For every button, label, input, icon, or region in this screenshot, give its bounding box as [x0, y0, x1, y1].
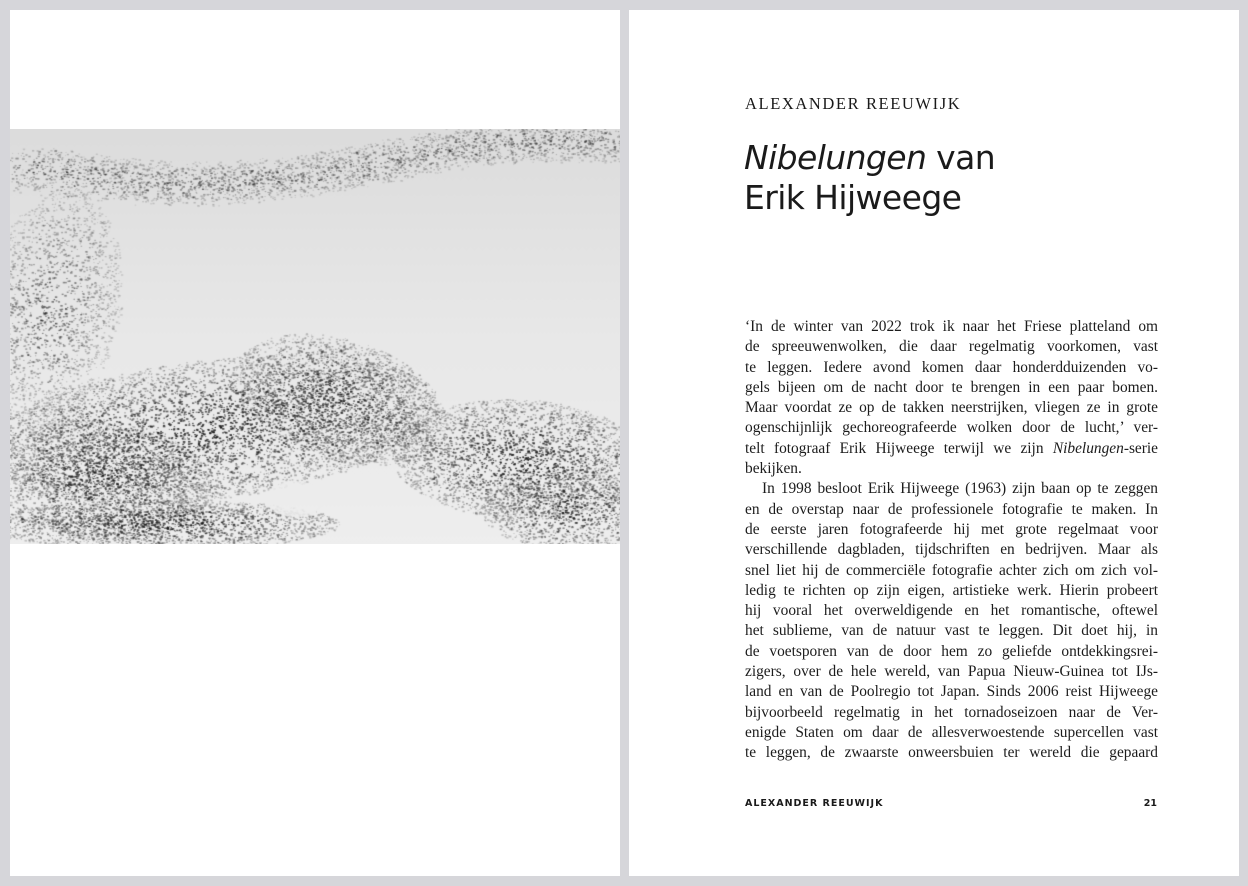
- body-line: snel liet hij de commerciële fotografie achter zich om zich vol-: [745, 561, 1158, 579]
- body-line: ‘In de winter van 2022 trok ik naar het Friese platteland om: [745, 318, 1158, 335]
- page-number: 21: [1143, 798, 1157, 809]
- body-line: hij vooral het overweldigende en het romantische, oftewel: [745, 602, 1158, 620]
- body-line: te leggen. Iedere avond komen daar honderdduizenden vo-: [745, 358, 1158, 376]
- line-text: telt fotograaf Erik Hijweege terwijl we zijn: [745, 439, 1053, 457]
- starling-murmuration-photo: [10, 129, 620, 544]
- author-heading: ALEXANDER REEUWIJK: [745, 94, 962, 113]
- series-name-italic: Nibelungen: [1052, 439, 1124, 457]
- body-line: de spreeuwenwolken, die daar regelmatig voorkomen, vast: [745, 338, 1158, 356]
- body-line: verschillende dagbladen, tijdschriften en bedrijven. Maar als: [745, 541, 1158, 559]
- left-page: [10, 10, 620, 876]
- starling-flock-image: [10, 129, 620, 544]
- body-line: ledig te richten op zijn eigen, artistieke werk. Hierin probeert: [745, 581, 1158, 599]
- article-title: [744, 138, 1164, 218]
- body-line: gels bijeen om de nacht door te brengen in een paar bomen.: [745, 378, 1158, 396]
- title-rest: van: [926, 138, 996, 177]
- body-line: ogenschijnlijk gechoreografeerde wolken door de lucht,’ ver-: [745, 419, 1158, 437]
- body-line: het sublieme, van de natuur vast te leggen. Dit doet hij, in: [745, 622, 1158, 640]
- body-line: te leggen, de zwaarste onweersbuien ter wereld die gepaard: [745, 744, 1158, 762]
- title-line-2: Erik Hijweege: [744, 178, 962, 217]
- body-line: de eerste jaren fotografeerde hij met grote regelmaat voor: [745, 520, 1158, 538]
- body-line: bekijken.: [745, 460, 802, 478]
- body-line: land en van de Poolregio tot Japan. Sinds 2006 reist Hijweege: [745, 683, 1158, 701]
- body-line: bijvoorbeeld regelmatig in het tornadoseizoen naar de Ver-: [745, 703, 1158, 721]
- article-body: [745, 317, 1158, 764]
- title-italic-part: Nibelungen: [744, 138, 927, 177]
- body-line: In 1998 besloot Erik Hijweege (1963) zijn baan op te zeggen: [762, 480, 1158, 498]
- footer-author: ALEXANDER REEUWIJK: [745, 798, 884, 809]
- body-line-with-italic: [745, 439, 1158, 459]
- body-line: zigers, over de hele wereld, van Papua Nieuw-Guinea tot IJs-: [745, 663, 1158, 681]
- body-line: enigde Staten om daar de allesverwoestende supercellen vast: [745, 723, 1158, 741]
- body-line: Maar voordat ze op de takken neerstrijken, vliegen ze in grote: [745, 399, 1158, 417]
- body-line: en de overstap naar de professionele fotografie te maken. In: [745, 500, 1158, 518]
- body-line: de voetsporen van de door hem zo geliefde ontdekkingsrei-: [745, 642, 1158, 660]
- line-text: -serie: [1123, 439, 1158, 457]
- right-page: [629, 10, 1239, 876]
